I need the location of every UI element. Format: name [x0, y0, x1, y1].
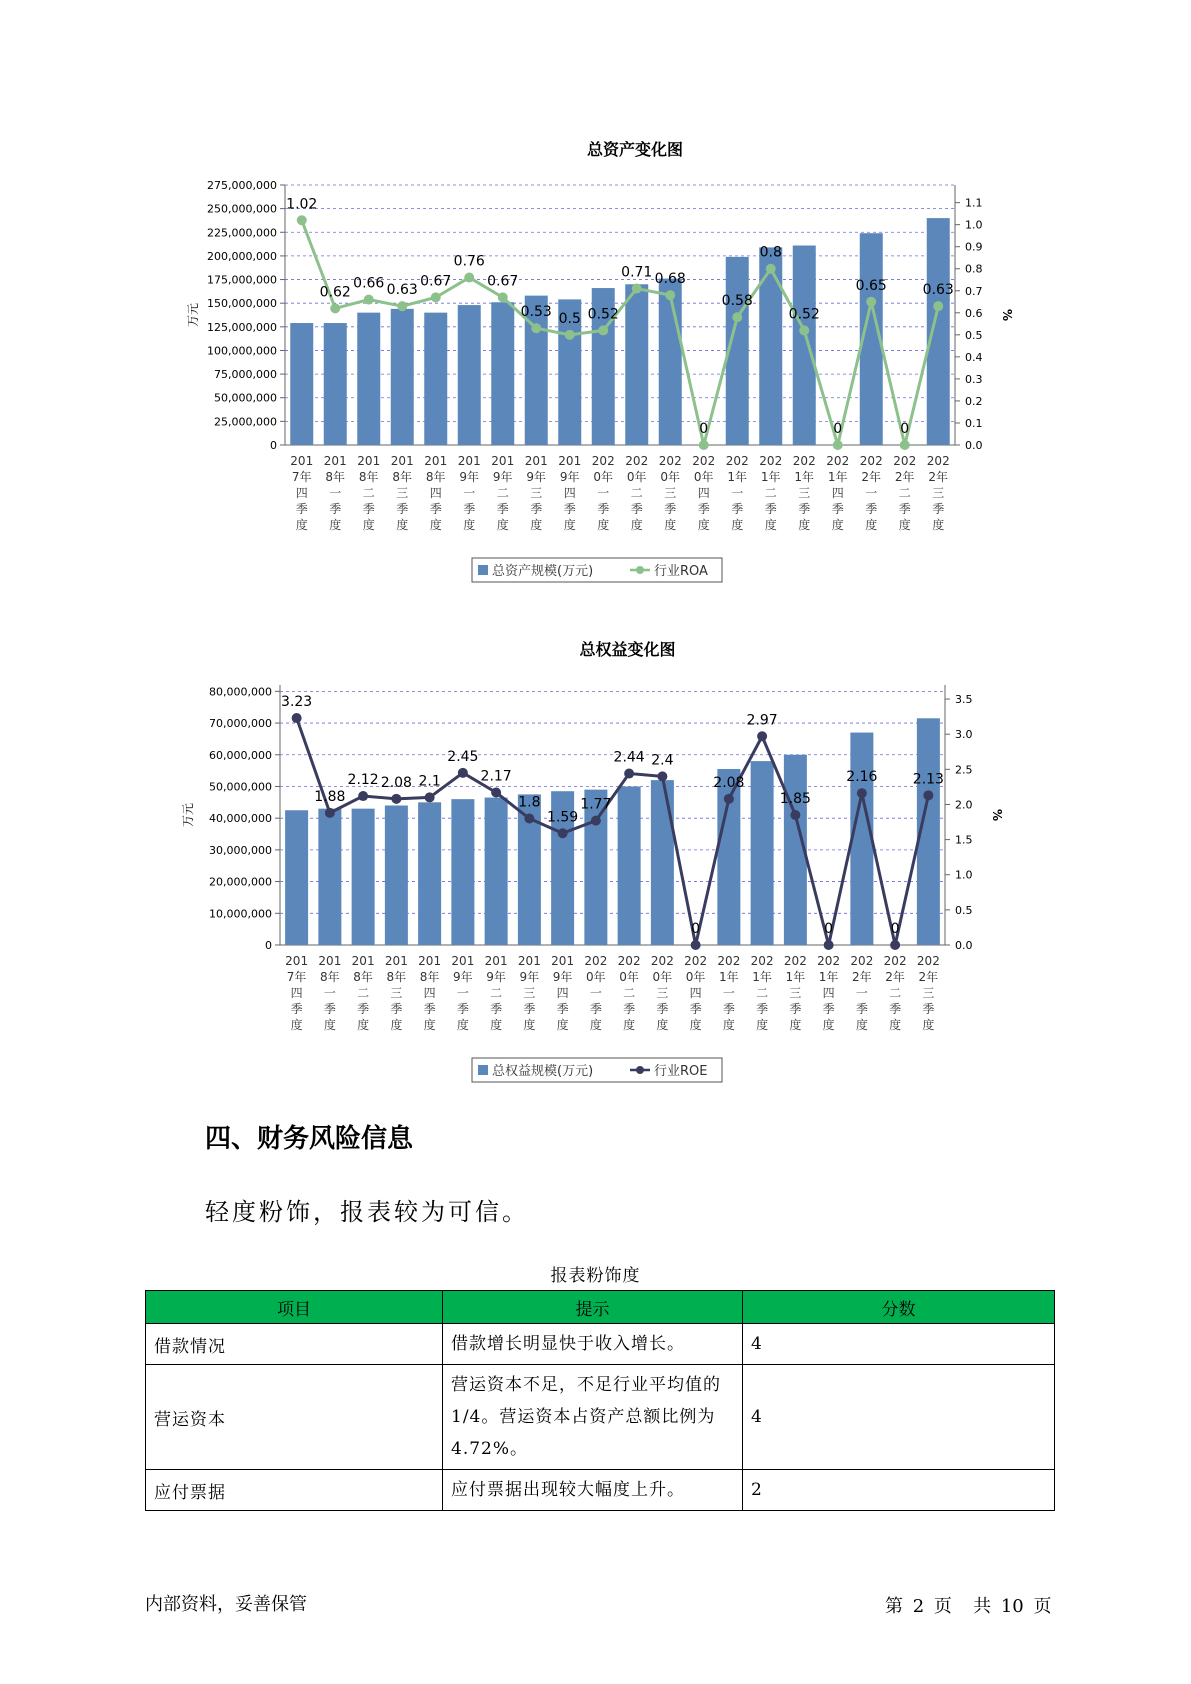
data-label: 0.53: [520, 304, 552, 321]
y2-tick-label: 0.0: [965, 439, 983, 452]
line-point: [297, 215, 307, 225]
bar: [659, 279, 682, 445]
section-heading: 四、财务风险信息: [205, 1124, 414, 1154]
x-tick-label: 202 0年二季度: [617, 954, 641, 1032]
x-tick-label: 201 8年四季度: [418, 954, 442, 1032]
y2-tick-label: 0.5: [965, 328, 983, 342]
x-tick-label: 202 2年三季度: [926, 454, 950, 532]
bar: [850, 733, 873, 945]
header-hint: 提示: [443, 1291, 743, 1324]
y2-axis-label: %: [1000, 308, 1014, 322]
line-point: [824, 940, 834, 950]
chart-title: 总权益变化图: [579, 640, 676, 659]
x-tick-label: 201 9年二季度: [491, 454, 515, 532]
table-header-row: [146, 1291, 1055, 1324]
x-tick-label: 202 0年四季度: [692, 454, 716, 532]
chart-title: 总资产变化图: [586, 140, 684, 159]
line-point: [364, 295, 374, 305]
data-label: 2.13: [912, 771, 944, 788]
line-point: [699, 440, 709, 450]
line-point: [591, 816, 601, 826]
y-tick-label: 25,000,000: [214, 415, 277, 429]
y2-tick-label: 3.0: [955, 728, 973, 742]
row-hint: 营运资本不足，不足行业平均值的1/4。营运资本占资产总额比例为4.72%。: [443, 1365, 743, 1470]
data-label: 2.16: [846, 769, 878, 786]
line-point: [900, 440, 910, 450]
y-tick-label: 125,000,000: [207, 320, 277, 334]
line-point: [397, 301, 407, 311]
x-tick-label: 201 8年一季度: [323, 454, 347, 532]
y-tick-label: 50,000,000: [214, 391, 277, 405]
line-point: [724, 794, 734, 804]
y2-tick-label: 0.0: [955, 939, 973, 952]
x-tick-label: 202 2年一季度: [850, 954, 874, 1032]
y2-tick-label: 0.4: [965, 350, 983, 364]
line-point: [458, 768, 468, 778]
x-tick-label: 201 7年四季度: [290, 454, 314, 532]
bar: [584, 790, 607, 945]
bar: [318, 809, 341, 945]
x-tick-label: 201 8年二季度: [351, 954, 375, 1032]
data-label: 2.97: [746, 712, 778, 729]
footer-page-number: [885, 1592, 1055, 1618]
row-score: 4: [743, 1365, 1055, 1470]
x-tick-label: 202 1年一季度: [725, 454, 749, 532]
y-tick-label: 70,000,000: [209, 717, 272, 731]
y-tick-label: 100,000,000: [207, 344, 277, 358]
y2-tick-label: 0.6: [965, 306, 983, 320]
line-point: [657, 771, 667, 781]
y2-tick-label: 0.7: [965, 284, 983, 298]
data-label: 0.67: [487, 273, 519, 290]
line-point: [923, 790, 933, 800]
page-number: 2: [912, 1596, 925, 1617]
line-point: [799, 325, 809, 335]
risk-summary: 轻度粉饰，报表较为可信。: [205, 1198, 529, 1226]
y2-tick-label: 0.8: [965, 262, 983, 276]
line-point: [431, 292, 441, 302]
data-label: 0.68: [654, 271, 686, 288]
line-point: [524, 814, 534, 824]
bar: [751, 761, 774, 945]
x-tick-label: 201 8年三季度: [390, 454, 414, 532]
bar: [759, 244, 782, 445]
y2-tick-label: 0.9: [965, 240, 983, 254]
table-caption: 报表粉饰度: [550, 1266, 641, 1286]
total-unit: 页: [1033, 1596, 1052, 1617]
bar: [324, 323, 347, 445]
y-tick-label: 200,000,000: [207, 249, 277, 263]
x-tick-label: 201 7年四季度: [285, 954, 309, 1032]
data-label: 0.8: [759, 244, 782, 261]
x-tick-label: 202 2年三季度: [916, 954, 940, 1032]
data-label: 0: [699, 421, 709, 437]
line-point: [790, 810, 800, 820]
y-tick-label: 250,000,000: [207, 202, 277, 216]
row-item: 应付票据: [146, 1470, 443, 1511]
line-point: [464, 273, 474, 283]
bar: [352, 809, 375, 945]
legend-bar-label: 总资产规模(万元): [492, 564, 594, 579]
bar: [285, 810, 308, 945]
line-point: [330, 303, 340, 313]
line-point: [624, 769, 634, 779]
data-label: 0.5: [558, 310, 581, 327]
x-tick-label: 202 1年三季度: [792, 454, 816, 532]
data-label: 2.17: [480, 768, 512, 785]
data-label: 0.52: [587, 306, 619, 323]
line-point: [933, 301, 943, 311]
legend-line-label: 行业ROE: [654, 1064, 708, 1079]
header-score: 分数: [743, 1291, 1055, 1324]
y-tick-label: 150,000,000: [207, 297, 277, 311]
line-point: [325, 808, 335, 818]
bar: [927, 218, 950, 445]
line-point: [491, 788, 501, 798]
y2-tick-label: 2.5: [955, 763, 973, 777]
row-hint: 应付票据出现较大幅度上升。: [443, 1470, 743, 1511]
bar: [793, 246, 816, 445]
bar: [424, 313, 447, 445]
y2-tick-label: 1.1: [965, 196, 983, 210]
bar: [491, 302, 514, 445]
bar: [391, 309, 414, 445]
y-tick-label: 175,000,000: [207, 273, 277, 287]
line-point: [866, 297, 876, 307]
y2-tick-label: 1.0: [965, 218, 983, 232]
total-assets-chart: [0, 130, 1191, 590]
legend-line-label: 行业ROA: [654, 564, 708, 579]
legend-bar-swatch: [478, 565, 488, 575]
y2-tick-label: 3.5: [955, 693, 973, 707]
row-score: 4: [743, 1324, 1055, 1365]
y-axis-label: 万元: [181, 802, 195, 828]
table-row: [146, 1324, 1055, 1365]
bar: [651, 780, 674, 945]
x-tick-label: 202 1年四季度: [826, 454, 850, 532]
bar: [451, 799, 474, 945]
data-label: 2.08: [380, 774, 412, 791]
x-tick-label: 201 9年四季度: [551, 954, 575, 1032]
data-label: 0.63: [922, 282, 954, 299]
data-label: 0.62: [319, 284, 351, 301]
footer-confidential: 内部资料，妥善保管: [145, 1594, 307, 1615]
bar: [458, 305, 481, 445]
total-equity-chart: [0, 630, 1191, 1090]
bar: [290, 323, 313, 445]
data-label: 1.8: [518, 794, 541, 811]
line-point: [358, 791, 368, 801]
y2-tick-label: 2.0: [955, 798, 973, 812]
data-label: 0.65: [855, 277, 887, 294]
total-pages: 10: [1000, 1596, 1024, 1617]
data-label: 1.88: [314, 788, 346, 805]
bar: [385, 805, 408, 945]
bar: [418, 802, 441, 945]
page-label: 第: [885, 1596, 903, 1617]
data-label: 1.02: [286, 196, 318, 213]
data-label: 0: [890, 921, 900, 937]
table-row: [146, 1470, 1055, 1511]
data-label: 2.1: [418, 773, 441, 790]
y-tick-label: 275,000,000: [207, 179, 277, 192]
bar: [625, 284, 648, 445]
data-label: 0: [691, 921, 701, 937]
x-tick-label: 201 8年三季度: [384, 954, 408, 1032]
y-tick-label: 10,000,000: [209, 907, 272, 921]
y-tick-label: 0: [265, 939, 272, 952]
x-tick-label: 201 8年一季度: [318, 954, 342, 1032]
y2-tick-label: 1.5: [955, 833, 973, 847]
y-tick-label: 75,000,000: [214, 368, 277, 382]
line-point: [665, 290, 675, 300]
x-tick-label: 201 9年三季度: [517, 954, 541, 1032]
bar: [357, 313, 380, 445]
page-unit: 页: [933, 1596, 952, 1617]
risk-table: [145, 1290, 1055, 1511]
line-point: [766, 264, 776, 274]
y2-tick-label: 0.3: [965, 372, 983, 386]
x-tick-label: 202 0年一季度: [591, 454, 615, 532]
line-point: [691, 940, 701, 950]
data-label: 0.63: [386, 282, 418, 299]
data-label: 2.45: [447, 748, 479, 765]
x-tick-label: 201 8年四季度: [424, 454, 448, 532]
bar: [618, 786, 641, 945]
data-label: 0: [900, 421, 910, 437]
y-tick-label: 225,000,000: [207, 226, 277, 240]
y2-axis-label: %: [990, 808, 1004, 822]
data-label: 1.59: [547, 809, 579, 826]
total-label: 共: [973, 1596, 992, 1617]
table-row: [146, 1365, 1055, 1470]
line-point: [598, 325, 608, 335]
y-tick-label: 30,000,000: [209, 843, 272, 857]
y-tick-label: 40,000,000: [209, 812, 272, 826]
x-tick-label: 202 1年四季度: [817, 954, 841, 1032]
y2-tick-label: 0.1: [965, 416, 983, 430]
data-label: 0.71: [621, 264, 653, 281]
x-tick-label: 201 9年一季度: [451, 954, 475, 1032]
data-label: 0.52: [788, 306, 820, 323]
line-point: [498, 292, 508, 302]
y2-tick-label: 0.5: [955, 903, 973, 917]
x-tick-label: 202 1年二季度: [750, 954, 774, 1032]
y-tick-label: 80,000,000: [209, 685, 272, 699]
line-point: [292, 713, 302, 723]
line-point: [890, 940, 900, 950]
data-label: 0.58: [721, 293, 753, 310]
x-tick-label: 202 2年一季度: [859, 454, 883, 532]
data-label: 1.85: [779, 791, 811, 807]
line-point: [425, 792, 435, 802]
line-point: [732, 312, 742, 322]
y-tick-label: 20,000,000: [209, 875, 272, 889]
data-label: 0.76: [453, 253, 485, 270]
x-tick-label: 202 0年三季度: [658, 454, 682, 532]
y-tick-label: 50,000,000: [209, 780, 272, 794]
legend-line-dot: [636, 1066, 644, 1074]
row-score: 2: [743, 1470, 1055, 1511]
data-label: 1.77: [580, 796, 612, 813]
legend-line-dot: [636, 566, 644, 574]
legend-bar-label: 总权益规模(万元): [492, 1064, 594, 1079]
line-point: [391, 794, 401, 804]
data-label: 2.08: [713, 774, 745, 791]
line-point: [558, 828, 568, 838]
total-equity-chart-svg: [0, 630, 1191, 1090]
row-hint: 借款增长明显快于收入增长。: [443, 1324, 743, 1365]
x-tick-label: 202 1年二季度: [759, 454, 783, 532]
data-label: 2.12: [347, 772, 379, 789]
line-point: [757, 731, 767, 741]
x-tick-label: 202 0年二季度: [625, 454, 649, 532]
data-label: 0.66: [353, 275, 385, 292]
x-tick-label: 201 9年二季度: [484, 954, 508, 1032]
data-label: 2.4: [651, 752, 674, 769]
y-tick-label: 60,000,000: [209, 748, 272, 762]
y-axis-label: 万元: [186, 302, 200, 328]
x-tick-label: 202 0年三季度: [650, 954, 674, 1032]
y2-tick-label: 1.0: [955, 868, 973, 882]
row-item: 营运资本: [146, 1365, 443, 1470]
x-tick-label: 201 9年四季度: [558, 454, 582, 532]
line-point: [632, 284, 642, 294]
data-label: 0: [824, 921, 834, 937]
bar: [485, 798, 508, 945]
line-point: [857, 788, 867, 798]
x-tick-label: 202 2年二季度: [893, 454, 917, 532]
x-tick-label: 202 1年三季度: [783, 954, 807, 1032]
header-item: 项目: [146, 1291, 443, 1324]
y-tick-label: 0: [270, 439, 277, 452]
row-item: 借款情况: [146, 1324, 443, 1365]
x-tick-label: 201 9年一季度: [457, 454, 481, 532]
line-point: [565, 330, 575, 340]
y2-tick-label: 0.2: [965, 394, 983, 408]
data-label: 2.44: [613, 749, 645, 766]
x-tick-label: 201 9年三季度: [524, 454, 548, 532]
legend-bar-swatch: [478, 1065, 488, 1075]
data-label: 0.67: [420, 273, 452, 290]
x-tick-label: 202 0年四季度: [684, 954, 708, 1032]
line-point: [833, 440, 843, 450]
line-point: [531, 323, 541, 333]
x-tick-label: 202 2年二季度: [883, 954, 907, 1032]
data-label: 0: [833, 421, 843, 437]
x-tick-label: 202 1年一季度: [717, 954, 741, 1032]
x-tick-label: 201 8年二季度: [357, 454, 381, 532]
data-label: 3.23: [281, 694, 313, 711]
x-tick-label: 202 0年一季度: [584, 954, 608, 1032]
total-assets-chart-svg: [0, 130, 1191, 590]
